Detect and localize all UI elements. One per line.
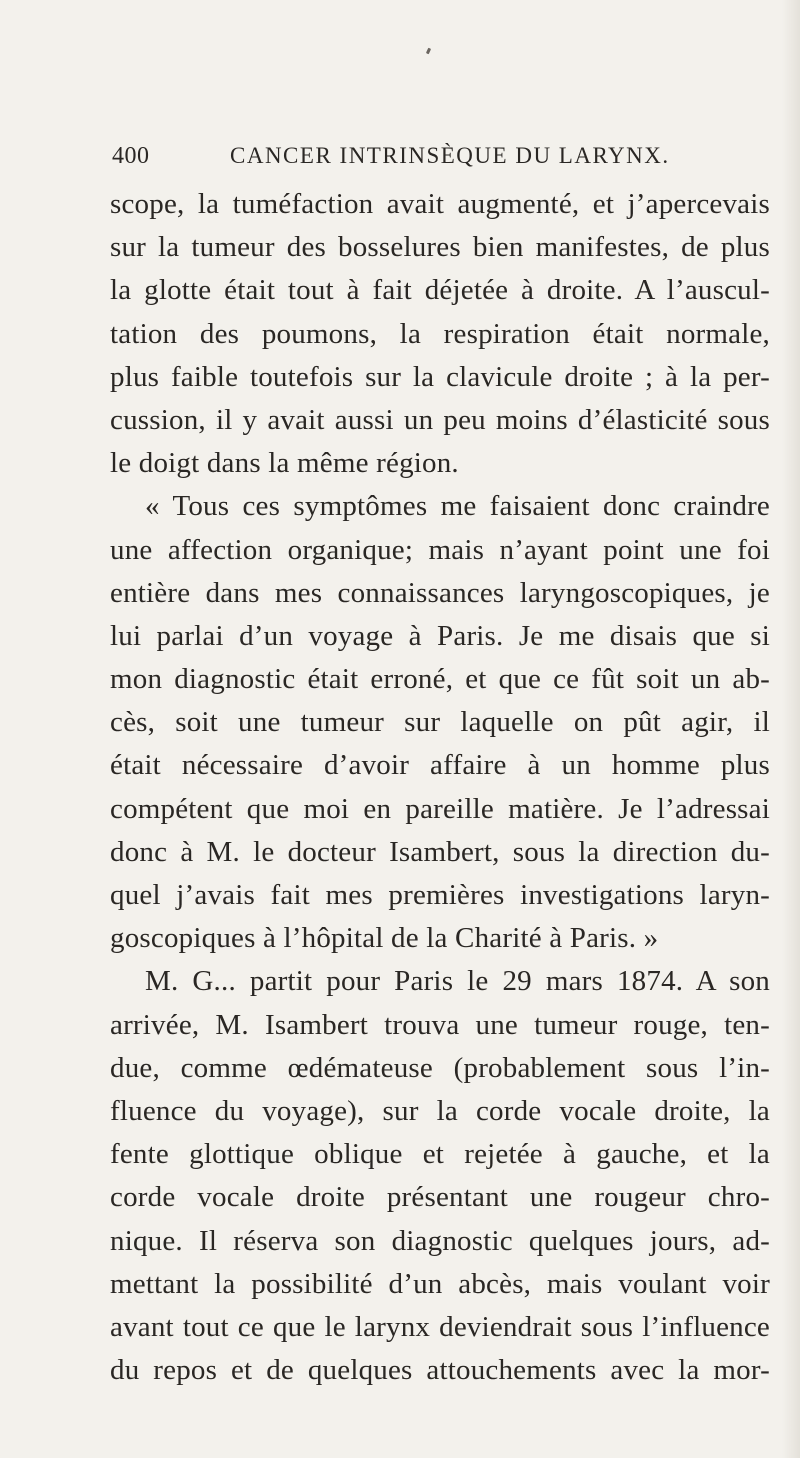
text-line: était nécessaire d’avoir affaire à un homme plus	[110, 749, 770, 782]
text-line: entière dans mes connaissances laryngoscopiques, je	[110, 576, 770, 609]
text-line: compétent que moi en pareille matière. Je l’adressai	[110, 792, 770, 825]
text-line: cès, soit une tumeur sur laquelle on pût agir, il	[110, 706, 770, 739]
text-line: fluence du voyage), sur la corde vocale droite, la	[110, 1094, 770, 1127]
text-line: cussion, il y avait aussi un peu moins d’élasticité sous	[110, 403, 770, 436]
text-line: fente glottique oblique et rejetée à gauche, et la	[110, 1138, 770, 1171]
page-number: 400	[112, 143, 150, 169]
body-text	[110, 183, 770, 1392]
text-line: goscopiques à l’hôpital de la Charité à Paris. »	[110, 922, 659, 955]
text-line: arrivée, M. Isambert trouva une tumeur rouge, ten-	[110, 1008, 770, 1041]
text-line: « Tous ces symptômes me faisaient donc craindre	[145, 490, 770, 523]
text-line: mon diagnostic était erroné, et que ce fût soit un ab-	[110, 663, 770, 696]
text-line: due, comme œdémateuse (probablement sous l’in-	[110, 1051, 770, 1084]
text-line: tation des poumons, la respiration était normale,	[110, 317, 770, 350]
ink-speck	[426, 48, 431, 55]
text-line: lui parlai d’un voyage à Paris. Je me disais que si	[110, 619, 770, 652]
running-title: CANCER INTRINSÈQUE DU LARYNX.	[230, 143, 670, 168]
page-edge-shadow	[782, 0, 800, 1458]
text-line: une affection organique; mais n’ayant point une foi	[110, 533, 770, 566]
text-line: sur la tumeur des bosselures bien manifestes, de plus	[110, 231, 770, 264]
text-line: M. G... partit pour Paris le 29 mars 1874. A son	[145, 965, 770, 998]
running-header	[112, 143, 772, 177]
text-line: scope, la tuméfaction avait augmenté, et j’apercevais	[110, 188, 770, 220]
text-line: mettant la possibilité d’un abcès, mais voulant voir	[110, 1267, 770, 1300]
text-line: avant tout ce que le larynx deviendrait sous l’influence	[110, 1310, 770, 1343]
text-line: plus faible toutefois sur la clavicule droite ; à la per-	[110, 360, 770, 393]
text-line: du repos et de quelques attouchements avec la mor-	[110, 1354, 770, 1387]
text-line: corde vocale droite présentant une rougeur chro-	[110, 1181, 770, 1214]
text-line: nique. Il réserva son diagnostic quelques jours, ad-	[110, 1224, 770, 1257]
text-line: quel j’avais fait mes premières investigations laryn-	[110, 879, 770, 911]
text-line: donc à M. le docteur Isambert, sous la direction du-	[110, 835, 770, 868]
text-line: le doigt dans la même région.	[110, 447, 459, 480]
text-line: la glotte était tout à fait déjetée à droite. A l’auscul-	[110, 274, 770, 307]
